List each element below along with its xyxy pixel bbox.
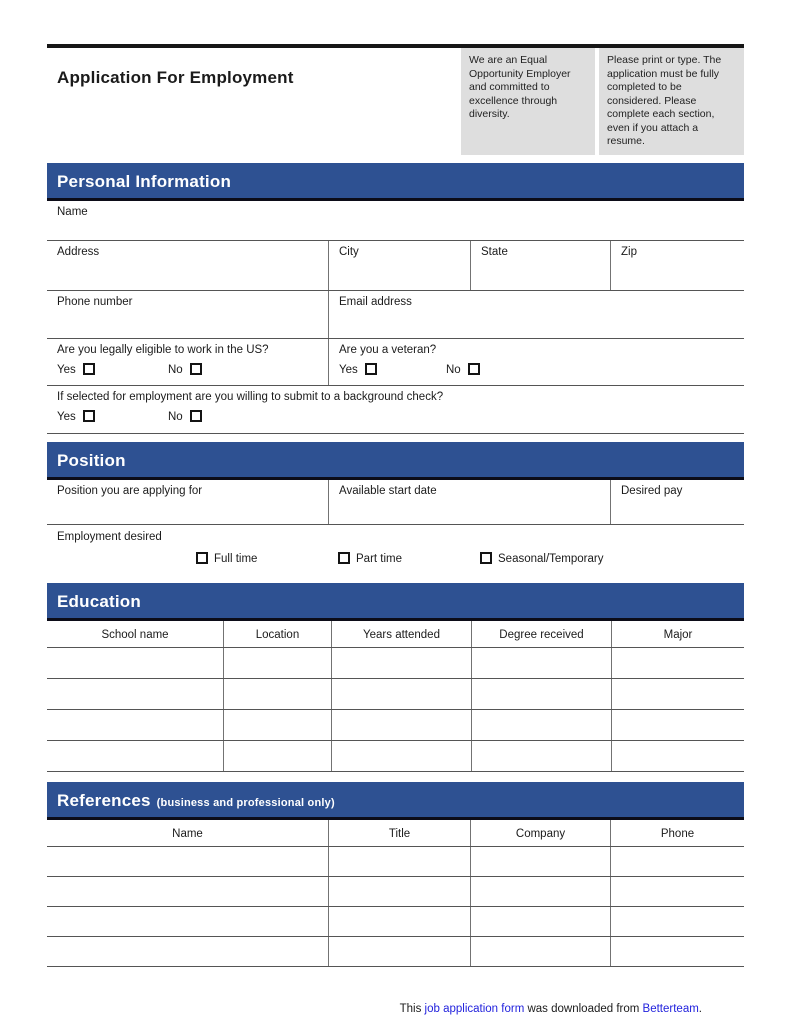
education-cell[interactable] [47,648,223,678]
education-header-row [47,621,744,647]
reference-cell[interactable] [328,907,470,936]
column-header-major: Major [611,621,744,647]
desired-pay-label: Desired pay [621,484,683,497]
eligible-no-checkbox[interactable] [190,363,202,375]
veteran-answers [339,363,744,376]
name-row [47,201,744,241]
references-table [47,820,744,967]
reference-cell[interactable] [610,907,744,936]
column-header-degree-received: Degree received [471,621,611,647]
state-label: State [481,245,508,258]
education-cell[interactable] [471,679,611,709]
references-header-row [47,820,744,846]
seasonal-temporary-option [480,552,603,565]
reference-cell[interactable] [47,907,328,936]
reference-cell[interactable] [610,937,744,966]
contact-row [47,291,744,339]
part-time-label: Part time [356,552,403,565]
full-time-option [196,552,257,565]
footer-text: . [698,1002,702,1015]
education-cell[interactable] [223,710,331,740]
column-header-years-attended: Years attended [331,621,471,647]
employment-application-page [47,0,744,1015]
email-field[interactable] [328,291,744,338]
education-cell[interactable] [471,741,611,771]
reference-cell[interactable] [328,937,470,966]
education-cell[interactable] [611,679,744,709]
references-table-row [47,936,744,966]
education-table [47,621,744,772]
background-answers [57,410,744,423]
background-question: If selected for employment are you willing to submit to a background check? [57,390,444,403]
city-label: City [339,245,359,258]
section-header-references [47,782,744,820]
section-title: Position [57,450,126,470]
references-table-row [47,906,744,936]
eligible-answers [57,363,328,376]
yes-label: Yes [57,410,76,423]
references-subtitle: (business and professional only) [156,796,335,809]
veteran-yes-checkbox[interactable] [365,363,377,375]
start-date-label: Available start date [339,484,437,497]
reference-cell[interactable] [47,937,328,966]
education-table-row [47,647,744,678]
education-table-row [47,678,744,709]
phone-label: Phone number [57,295,133,308]
column-header-title: Title [328,820,470,846]
background-yes-checkbox[interactable] [83,410,95,422]
reference-cell[interactable] [470,847,610,876]
section-header-personal-information [47,163,744,201]
city-field[interactable] [328,241,470,290]
reference-cell[interactable] [47,847,328,876]
position-row [47,480,744,525]
section-title: References [57,790,151,810]
background-no-checkbox[interactable] [190,410,202,422]
education-table-row [47,740,744,771]
part-time-option [338,552,402,565]
equal-opportunity-notice: We are an Equal Opportunity Employer and committed to excellence through diversity. [461,48,595,155]
column-header-phone: Phone [610,820,744,846]
yes-label: Yes [339,363,358,376]
no-label: No [445,363,461,376]
education-cell[interactable] [47,679,223,709]
reference-cell[interactable] [328,847,470,876]
education-cell[interactable] [471,648,611,678]
state-field[interactable] [470,241,610,290]
eligible-question-cell [47,339,328,385]
education-cell[interactable] [471,710,611,740]
full-time-checkbox[interactable] [196,552,208,564]
section-title: Education [57,591,141,611]
education-cell[interactable] [223,679,331,709]
seasonal-temporary-checkbox[interactable] [480,552,492,564]
education-cell[interactable] [611,741,744,771]
section-header-position [47,442,744,480]
reference-cell[interactable] [470,907,610,936]
full-time-label: Full time [214,552,258,565]
column-header-school-name: School name [101,628,169,641]
part-time-checkbox[interactable] [338,552,350,564]
education-cell[interactable] [223,648,331,678]
column-header-company: Company [470,820,610,846]
no-label: No [167,363,183,376]
attribution-footer [47,1003,744,1015]
education-cell[interactable] [331,741,471,771]
employment-desired-label: Employment desired [57,530,162,543]
footer-text: This [399,1002,425,1015]
address-field[interactable] [47,241,328,290]
eligible-yes-checkbox[interactable] [83,363,95,375]
reference-cell[interactable] [328,877,470,906]
reference-cell[interactable] [610,847,744,876]
employment-desired-row [47,525,744,579]
eligible-question: Are you legally eligible to work in the US? [57,343,269,356]
position-applying-label: Position you are applying for [57,484,203,497]
education-cell[interactable] [331,679,471,709]
header-notices [461,48,744,155]
position-applying-field[interactable] [47,480,328,524]
veteran-no-checkbox[interactable] [468,363,480,375]
section-title: Personal Information [57,171,232,191]
column-header-name: Name [172,827,203,840]
address-label: Address [57,245,100,258]
reference-cell[interactable] [470,877,610,906]
veteran-question-cell [328,339,744,385]
betterteam-link[interactable]: Betterteam [642,1002,699,1015]
eligibility-row [47,339,744,386]
education-cell[interactable] [331,648,471,678]
name-label: Name [57,205,88,218]
yes-label: Yes [57,363,76,376]
print-instructions-notice: Please print or type. The application must be fully completed to be considered. Please complete each section, even if you attach a resume. [599,48,744,155]
name-field[interactable] [47,201,744,240]
education-cell[interactable] [331,710,471,740]
reference-cell[interactable] [470,937,610,966]
background-question-cell [47,386,744,433]
address-row [47,241,744,291]
start-date-field[interactable] [328,480,610,524]
background-check-row [47,386,744,434]
section-header-education [47,583,744,621]
form-header [47,48,744,155]
education-table-row [47,709,744,740]
column-header-location: Location [223,621,331,647]
footer-text: was downloaded from [524,1002,643,1015]
references-table-row [47,876,744,906]
page-title: Application For Employment [57,68,294,87]
veteran-question: Are you a veteran? [339,343,437,356]
desired-pay-field[interactable] [610,480,744,524]
education-cell[interactable] [611,710,744,740]
references-table-row [47,846,744,876]
zip-label: Zip [621,245,637,258]
seasonal-temporary-label: Seasonal/Temporary [498,552,604,565]
zip-field[interactable] [610,241,744,290]
education-cell[interactable] [47,710,223,740]
education-cell[interactable] [223,741,331,771]
email-label: Email address [339,295,412,308]
reference-cell[interactable] [610,877,744,906]
no-label: No [167,410,183,423]
education-cell[interactable] [611,648,744,678]
phone-field[interactable] [47,291,328,338]
education-cell[interactable] [47,741,223,771]
reference-cell[interactable] [47,877,328,906]
job-application-form-link[interactable]: job application form [424,1002,525,1015]
